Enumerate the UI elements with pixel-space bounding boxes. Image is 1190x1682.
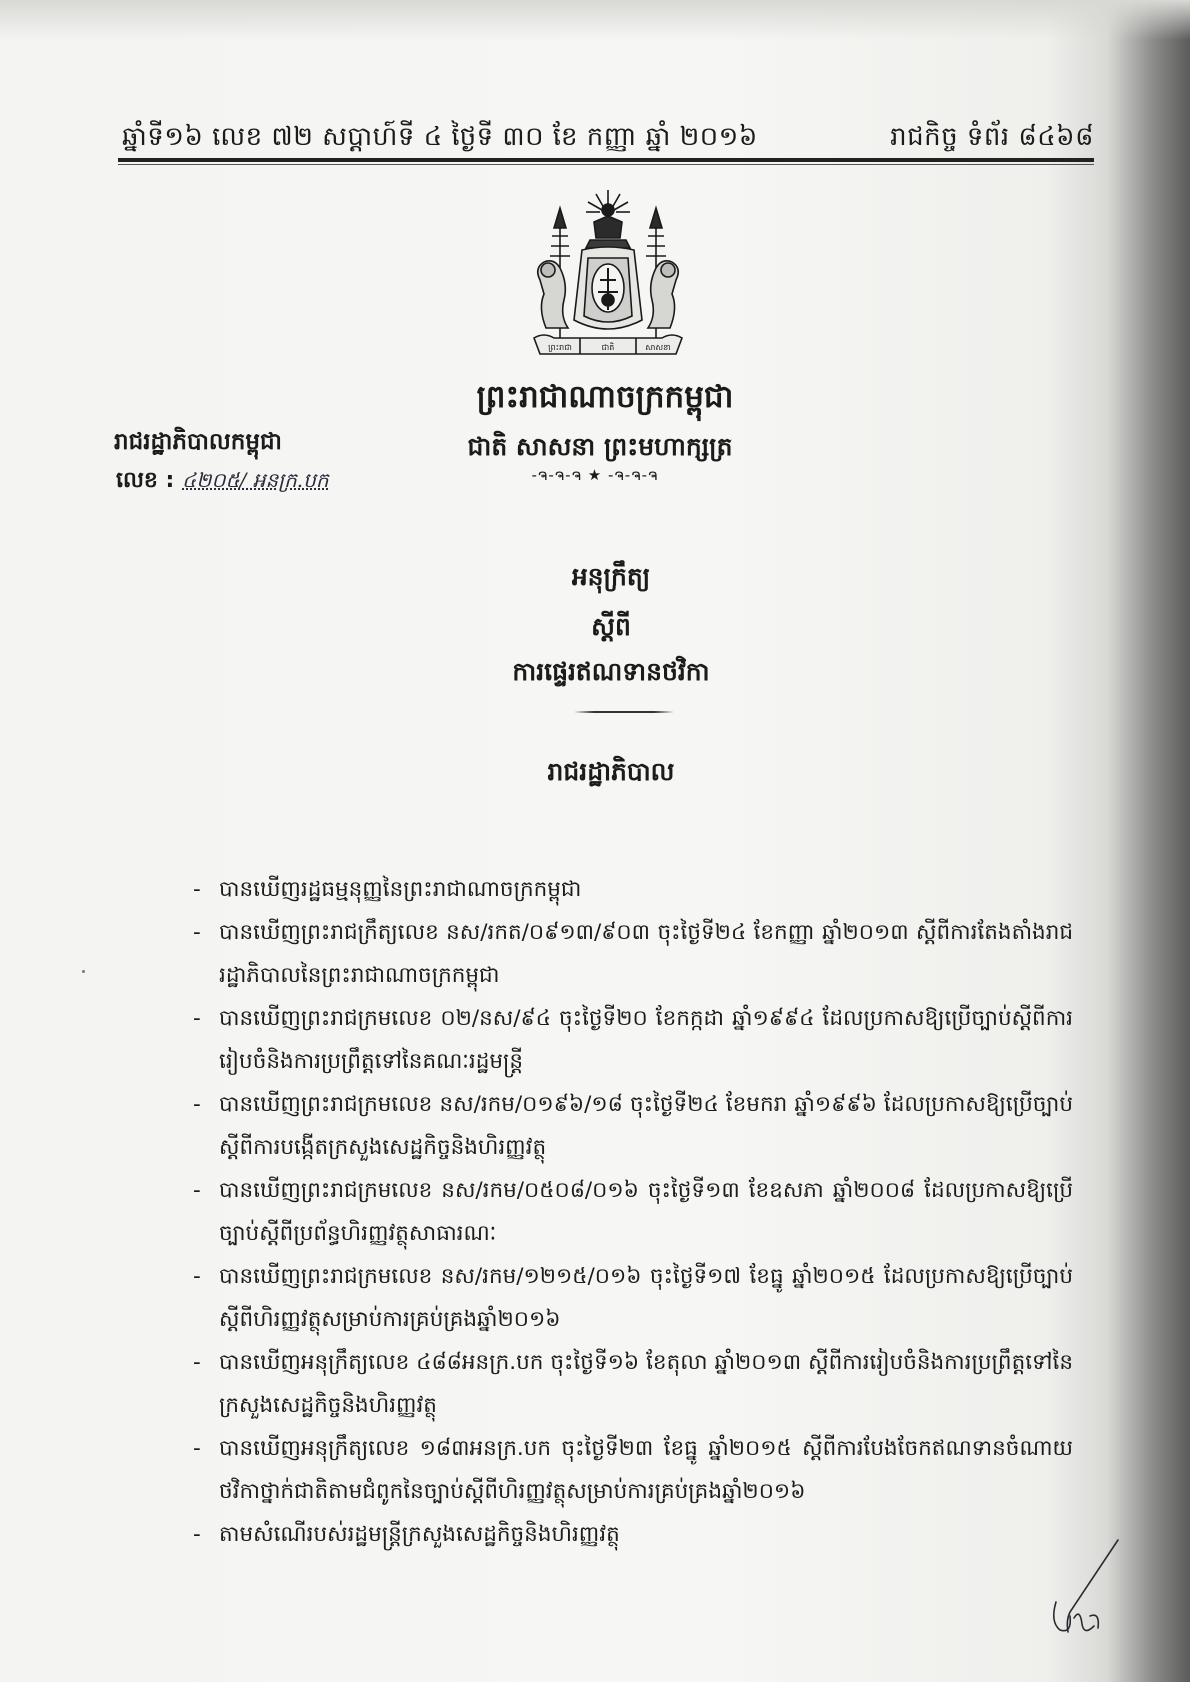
bullet-dash: - bbox=[193, 1436, 201, 1461]
clause-text: បានឃើញអនុក្រឹត្យលេខ ១៨៣អនក្រ.បក ចុះថ្ងៃទី២៣ ខែធ្នូ ឆ្នាំ២០១៥ ស្តីពីការបែងចែកឥណទានចំណាយថវិកាថ្នាក់ជាតិតាមជំពូកនៃច្បាប់ស្តីពីហិរញ្ញវត្ថុសម្រាប់ការគ្រប់គ្រងឆ្នាំ២០១៦ bbox=[219, 1436, 1073, 1504]
kingdom-name: ព្រះរាជាណាចក្រកម្ពុជា bbox=[476, 379, 734, 415]
sun-rays-icon bbox=[586, 190, 630, 216]
clause-item bbox=[193, 911, 1073, 997]
clause-text: បានឃើញរដ្ឋធម្មនុញ្ញនៃព្រះរាជាណាចក្រកម្ពុជា bbox=[219, 877, 582, 902]
bullet-dash: - bbox=[193, 1264, 201, 1289]
bullet-dash: - bbox=[193, 1006, 201, 1031]
banner-left-text: ព្រះរាជា bbox=[548, 343, 572, 352]
royal-coat-of-arms-icon bbox=[524, 188, 692, 366]
clause-item bbox=[193, 1427, 1073, 1513]
clause-item bbox=[193, 1083, 1073, 1169]
document-number bbox=[116, 466, 329, 498]
bullet-dash: - bbox=[193, 1350, 201, 1375]
handwritten-number: ៤២០៥/ អនក្រ.បក bbox=[182, 468, 329, 492]
issue-info: ឆ្នាំទី១៦ លេខ ៧២ សប្តាហ៍ទី ៤ ថ្ងៃទី ៣០ ខែ កញ្ញា ឆ្នាំ ២០១៦ bbox=[122, 122, 758, 152]
bullet-dash: - bbox=[193, 920, 201, 945]
clause-item bbox=[193, 1169, 1073, 1255]
clause-text: បានឃើញព្រះរាជក្រមលេខ នស/រកម/០១៩៦/១៨ ចុះថ្ងៃទី២៤ ខែមករា ឆ្នាំ១៩៩៦ ដែលប្រកាសឱ្យប្រើច្បាប់ស្តីពីការបង្កើតក្រសួងសេដ្ឋកិច្ចនិងហិរញ្ញវត្ថុ bbox=[219, 1092, 1073, 1160]
government-heading: រាជរដ្ឋាភិបាល bbox=[547, 757, 675, 786]
document-type: អនុក្រឹត្យ bbox=[571, 562, 651, 591]
bullet-dash: - bbox=[193, 877, 201, 902]
document-subject: ការផ្ទេរឥណទានថវិកា bbox=[512, 657, 710, 686]
clause-text: តាមសំណើរបស់រដ្ឋមន្ត្រីក្រសួងសេដ្ឋកិច្ចនិងហិរញ្ញវត្ថុ bbox=[219, 1522, 620, 1547]
scan-shadow bbox=[0, 0, 1190, 40]
national-motto: ជាតិ សាសនា ព្រះមហាក្សត្រ bbox=[467, 432, 733, 461]
banner-center-text: ជាតិ bbox=[601, 343, 615, 352]
clause-item bbox=[193, 868, 1073, 911]
scan-speck bbox=[82, 970, 85, 973]
ornament-divider: -ຈ-ຈ-ຈ ★ -ຈ-ຈ-ຈ bbox=[531, 466, 659, 484]
bullet-dash: - bbox=[193, 1522, 201, 1547]
clause-text: បានឃើញព្រះរាជក្រមលេខ នស/រកម/០៥០៨/០១៦ ចុះថ្ងៃទី១៣ ខែឧសភា ឆ្នាំ២០០៨ ដែលប្រកាសឱ្យប្រើច្បាប់ស្តីពីប្រព័ន្ធហិរញ្ញវត្ថុសាធារណៈ bbox=[219, 1178, 1073, 1246]
clause-item bbox=[193, 997, 1073, 1083]
document-about: ស្តីពី bbox=[591, 612, 631, 641]
preamble-clauses bbox=[193, 868, 1073, 1556]
clause-text: បានឃើញព្រះរាជក្រមលេខ ០២/នស/៩៤ ចុះថ្ងៃទី២០ ខែកក្កដា ឆ្នាំ១៩៩៤ ដែលប្រកាសឱ្យប្រើច្បាប់ស្តីពីការរៀបចំនិងការប្រព្រឹត្តទៅនៃគណៈរដ្ឋមន្ត្រី bbox=[219, 1006, 1073, 1074]
clause-text: បានឃើញព្រះរាជក្រមលេខ នស/រកម/១២១៥/០១៦ ចុះថ្ងៃទី១៧ ខែធ្នូ ឆ្នាំ២០១៥ ដែលប្រកាសឱ្យប្រើច្បាប់ស្តីពីហិរញ្ញវត្ថុសម្រាប់ការគ្រប់គ្រងឆ្នាំ២០១៦ bbox=[219, 1264, 1073, 1332]
banner-right-text: សាសនា bbox=[645, 343, 671, 352]
number-label: លេខ : bbox=[116, 468, 175, 493]
bullet-dash: - bbox=[193, 1092, 201, 1117]
gazette-page-number: រាជកិច្ច ទំព័រ ៨៤៦៨ bbox=[890, 122, 1094, 152]
clause-text: បានឃើញអនុក្រឹត្យលេខ ៤៨៨អនក្រ.បក ចុះថ្ងៃទី១៦ ខែតុលា ឆ្នាំ២០១៣ ស្តីពីការរៀបចំនិងការប្រព្រឹត្តទៅនៃក្រសួងសេដ្ឋកិច្ចនិងហិរញ្ញវត្ថុ bbox=[219, 1350, 1073, 1418]
bullet-dash: - bbox=[193, 1178, 201, 1203]
clause-item bbox=[193, 1341, 1073, 1427]
issuing-government: រាជរដ្ឋាភិបាលកម្ពុជា bbox=[114, 429, 282, 455]
handwritten-initials-icon bbox=[1020, 1532, 1130, 1642]
header-rule-thin bbox=[118, 164, 1094, 165]
title-divider bbox=[574, 711, 674, 713]
clause-text: បានឃើញព្រះរាជក្រឹត្យលេខ នស/រកត/០៩១៣/៩០៣ ចុះថ្ងៃទី២៤ ខែកញ្ញា ឆ្នាំ២០១៣ ស្តីពីការតែងតាំងរាជរដ្ឋាភិបាលនៃព្រះរាជាណាចក្រកម្ពុជា bbox=[219, 920, 1073, 988]
header-rule bbox=[118, 158, 1094, 162]
clause-item bbox=[193, 1255, 1073, 1341]
clause-item bbox=[193, 1513, 1073, 1556]
